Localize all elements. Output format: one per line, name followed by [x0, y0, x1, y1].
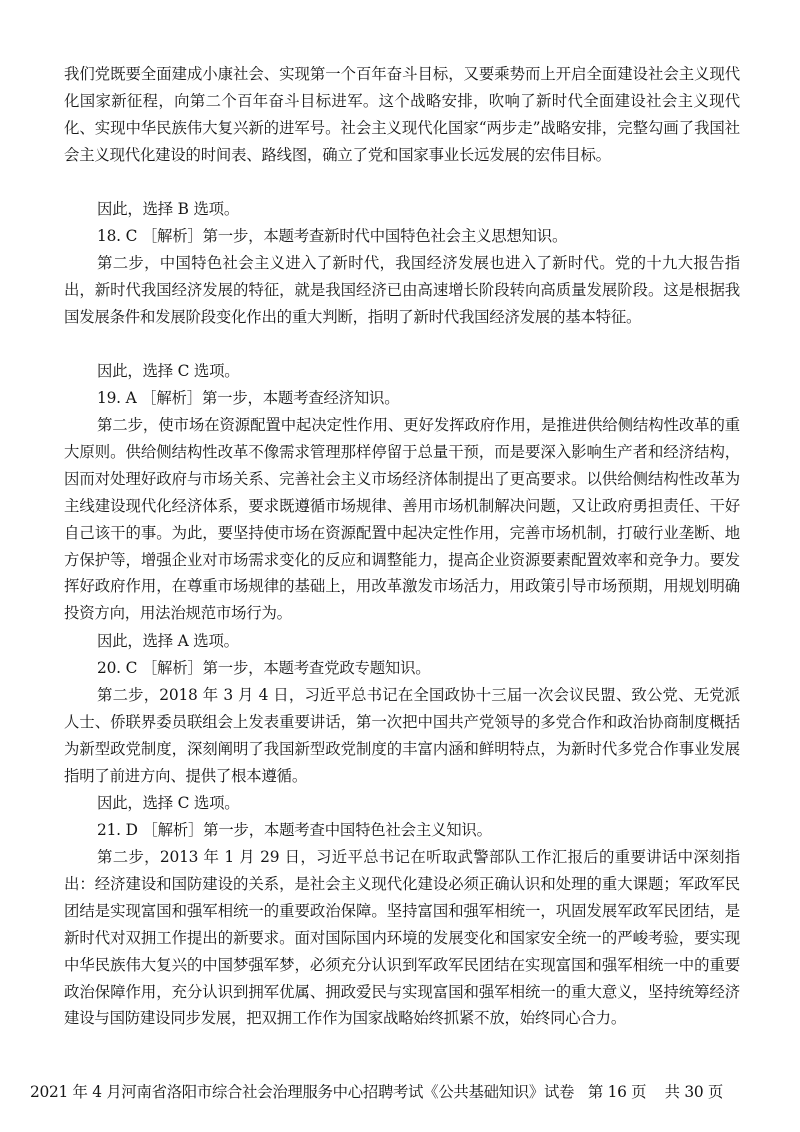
question-19-analysis: 第二步，使市场在资源配置中起决定性作用、更好发挥政府作用，是推进供给侧结构性改革的重大原则。供给侧结构性改革不像需求管理那样停留于总量干预，而是要深入影响生产者和经济结构，因而对处理好政府与市场关系、完善社会主义市场经济体制提出了更高要求。以供给侧结构性改革为主线建设现代化经济体系，要求既遵循市场规律、善用市场机制解决问题，又让政府勇担责任、干好自己该干的事。为此，要坚持使市场在资源配置中起决定性作用，完善市场机制，打破行业垄断、地方保护等，增强企业对市场需求变化的反应和调整能力，提高企业资源要素配置效率和竞争力。要发挥好政府作用，在尊重市场规律的基础上，用改革激发市场活力，用政策引导市场预期，用规划明确投资方向，用法治规范市场行为。 [64, 416, 740, 623]
footer-page-total: 共 30 页 [664, 1083, 724, 1101]
question-18-heading: 18. C ［解析］第一步，本题考查新时代中国特色社会主义思想知识。 [97, 227, 568, 245]
page-footer [30, 1080, 770, 1104]
question-18-analysis: 第二步，中国特色社会主义进入了新时代，我国经济发展也进入了新时代。党的十九大报告指出，新时代我国经济发展的特征，就是我国经济已由高速增长阶段转向高质量发展阶段。这是根据我国发展条件和发展阶段变化作出的重大判断，指明了新时代我国经济发展的基本特征。 [64, 254, 740, 326]
footer-title: 2021 年 4 月河南省洛阳市综合社会治理服务中心招聘考试《公共基础知识》试卷 [30, 1083, 575, 1101]
answer-conclusion-17: 因此，选择 B 选项。 [97, 200, 240, 218]
answer-conclusion-18: 因此，选择 C 选项。 [97, 362, 240, 380]
answer-conclusion-19: 因此，选择 A 选项。 [97, 632, 239, 650]
question-21-heading: 21. D ［解析］第一步，本题考查中国特色社会主义知识。 [97, 821, 492, 839]
question-21-analysis: 第二步，2013 年 1 月 29 日，习近平总书记在听取武警部队工作汇报后的重要讲话中深刻指出：经济建设和国防建设的关系，是社会主义现代化建设必须正确认识和处理的重大课题；军政军民团结是实现富国和强军相统一的重要政治保障。坚持富国和强军相统一，巩固发展军政军民团结，是新时代对双拥工作提出的新要求。面对国际国内环境的发展变化和国家安全统一的严峻考验，要实现中华民族伟大复兴的中国梦强军梦，必须充分认识到军政军民团结在实现富国和强军相统一中的重要政治保障作用，充分认识到拥军优属、拥政爱民与实现富国和强军相统一的重大意义，坚持统筹经济建设与国防建设同步发展，把双拥工作作为国家战略始终抓紧不放，始终同心合力。 [64, 848, 740, 1028]
question-20-analysis: 第二步，2018 年 3 月 4 日，习近平总书记在全国政协十三届一次会议民盟、致公党、无党派人士、侨联界委员联组会上发表重要讲话，第一次把中国共产党领导的多党合作和政治协商制度概括为新型政党制度，深刻阐明了我国新型政党制度的丰富内涵和鲜明特点，为新时代多党合作事业发展指明了前进方向、提供了根本遵循。 [64, 686, 740, 785]
paragraph-continuation: 我们党既要全面建成小康社会、实现第一个百年奋斗目标，又要乘势而上开启全面建设社会主义现代化国家新征程，向第二个百年奋斗目标进军。这个战略安排，吹响了新时代全面建设社会主义现代化、实现中华民族伟大复兴新的进军号。社会主义现代化国家“两步走”战略安排，完整勾画了我国社会主义现代化建设的时间表、路线图，确立了党和国家事业长远发展的宏伟目标。 [64, 65, 740, 164]
question-20-heading: 20. C ［解析］第一步，本题考查党政专题知识。 [97, 659, 431, 677]
footer-page-number: 第 16 页 [587, 1083, 647, 1101]
question-19-heading: 19. A ［解析］第一步，本题考查经济知识。 [97, 389, 400, 407]
answer-conclusion-20: 因此，选择 C 选项。 [97, 794, 240, 812]
